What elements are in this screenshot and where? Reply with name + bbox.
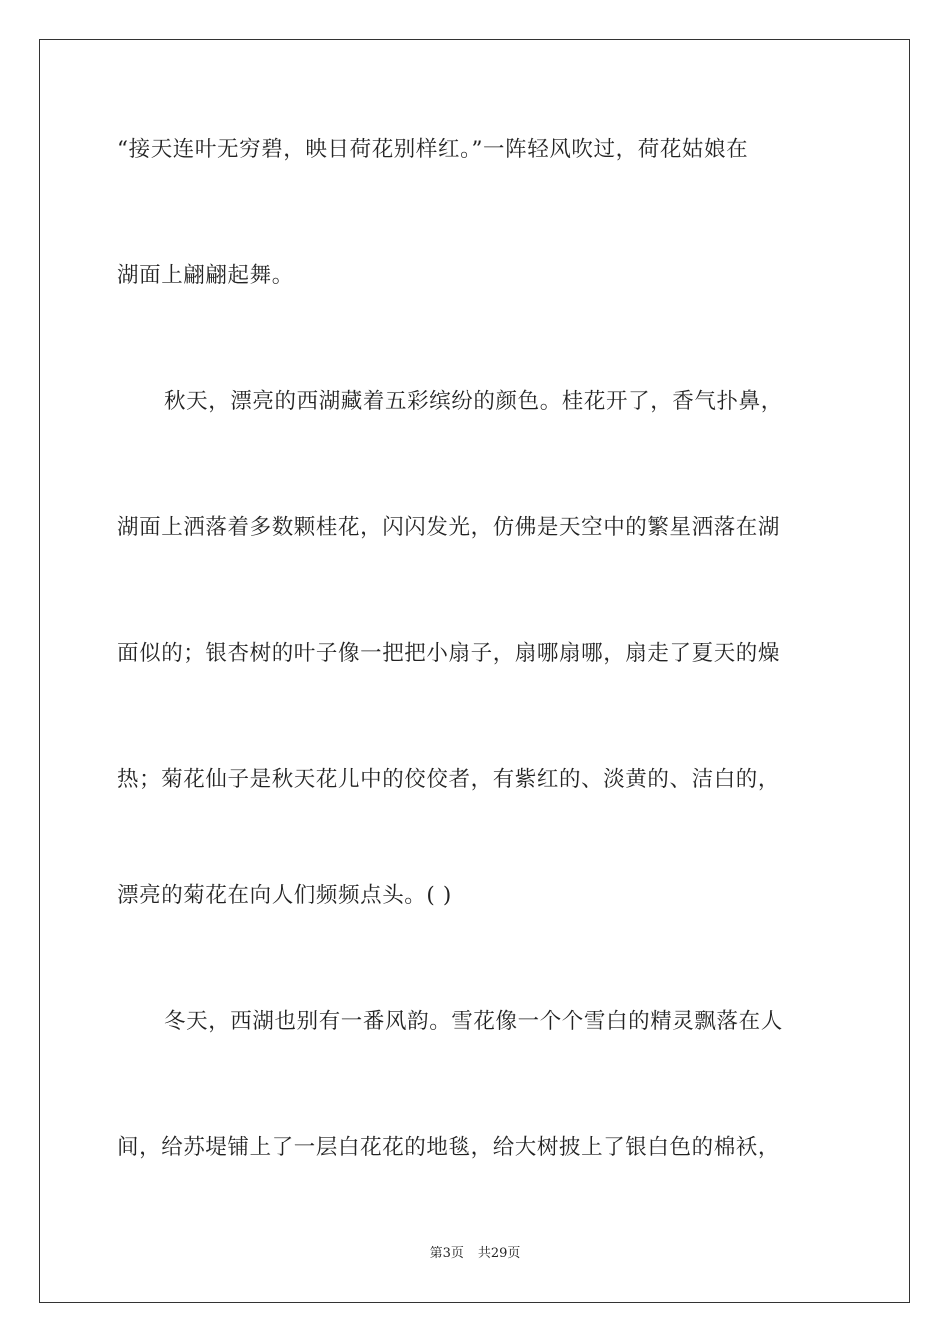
page-number: 第3页	[429, 1246, 464, 1261]
paragraph-line: “接天连叶无穷碧，映日荷花别样红。”一阵轻风吹过，荷花姑娘在	[117, 137, 749, 162]
paragraph-line: 间，给苏堤铺上了一层白花花的地毯，给大树披上了银白色的棉袄，	[117, 1135, 781, 1160]
paragraph-line: 漂亮的菊花在向人们频频点头。( )	[117, 883, 452, 908]
page-border	[39, 39, 910, 1303]
paragraph-line: 湖面上洒落着多数颗桂花，闪闪发光，仿佛是天空中的繁星洒落在湖	[117, 515, 781, 540]
page-footer	[0, 1245, 950, 1263]
paragraph-line: 热；菊花仙子是秋天花儿中的佼佼者，有紫红的、淡黄的、洁白的，	[117, 767, 781, 792]
paragraph-line: 冬天，西湖也别有一番风韵。雪花像一个个雪白的精灵飘落在人	[164, 1009, 783, 1034]
paragraph-line: 面似的；银杏树的叶子像一把把小扇子，扇哪扇哪，扇走了夏天的燥	[117, 641, 781, 666]
paragraph-line: 湖面上翩翩起舞。	[117, 263, 294, 288]
total-pages: 共29页	[477, 1246, 521, 1261]
paragraph-line: 秋天，漂亮的西湖藏着五彩缤纷的颜色。桂花开了，香气扑鼻，	[164, 389, 783, 414]
